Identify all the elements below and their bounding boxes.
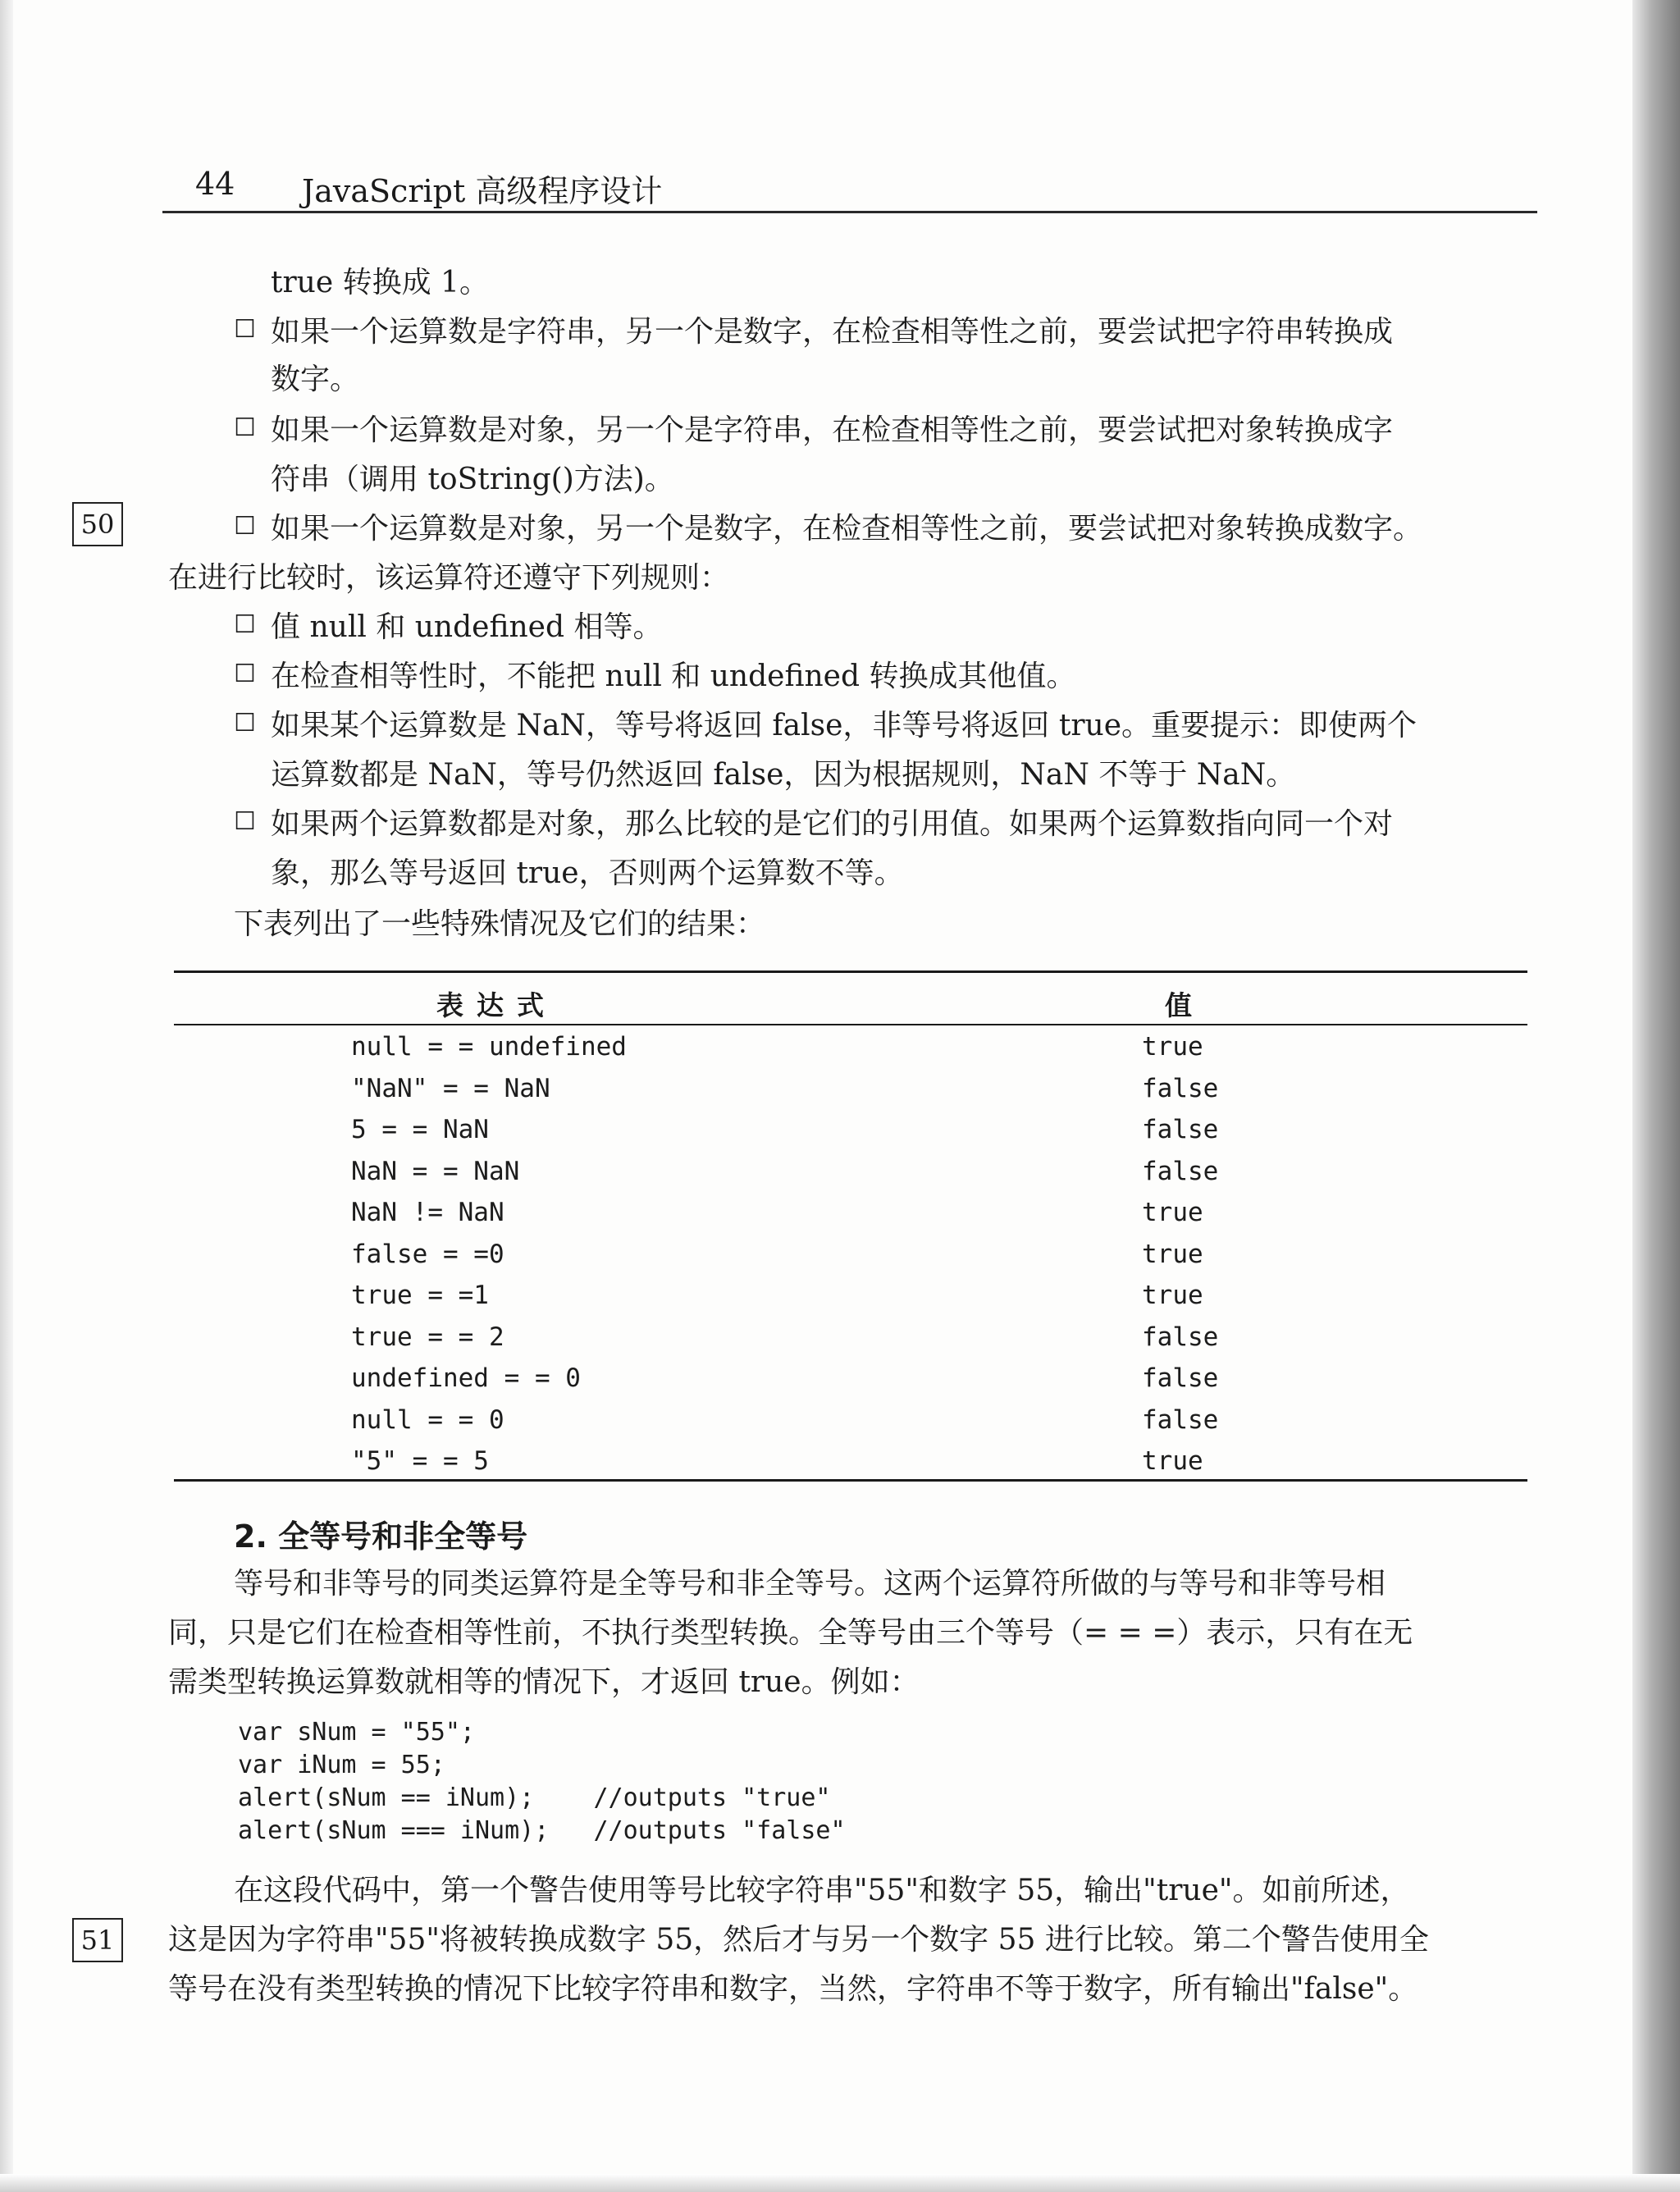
table-cell-expression: NaN = = NaN: [351, 1157, 520, 1186]
table-cell-expression: "NaN" = = NaN: [351, 1074, 550, 1103]
table-cell-value: false: [1142, 1074, 1219, 1103]
margin-marker-51: 51: [72, 1918, 123, 1962]
table-cell-value: true: [1142, 1032, 1203, 1062]
rule-3-line-1: 如果一个运算数是对象，另一个是数字，在检查相等性之前，要尝试把对象转换成数字。: [271, 512, 1423, 546]
table-cell-value: false: [1142, 1322, 1219, 1352]
checkbox-bullet-icon: ☐: [234, 610, 256, 639]
table-cell-value: false: [1142, 1115, 1219, 1144]
checkbox-bullet-icon: ☐: [234, 709, 256, 738]
code-line: alert(sNum === iNum); //outputs "false": [238, 1816, 846, 1845]
table-cell-expression: null = = 0: [351, 1405, 504, 1435]
rule2-1-line-1: 值 null 和 undefined 相等。: [271, 610, 663, 644]
table-header-expression: 表达式: [436, 989, 557, 1021]
section-para1-line-3: 需类型转换运算数就相等的情况下，才返回 true。例如：: [168, 1665, 920, 1699]
intro-line: true 转换成 1。: [271, 266, 489, 299]
table-cell-value: false: [1142, 1363, 1219, 1393]
rule2-4-line-1: 如果两个运算数都是对象，那么比较的是它们的引用值。如果两个运算数指向同一个对: [271, 807, 1394, 841]
code-line: alert(sNum == iNum); //outputs "true": [238, 1783, 831, 1812]
rule2-2-line-1: 在检查相等性时，不能把 null 和 undefined 转换成其他值。: [271, 660, 1076, 693]
section-heading: 2. 全等号和非全等号: [234, 1518, 528, 1555]
page-bottom-edge: [0, 2174, 1680, 2192]
section-para1-line-2: 同，只是它们在检查相等性前，不执行类型转换。全等号由三个等号（= = =）表示，只有在无: [168, 1616, 1413, 1650]
table-top-rule: [174, 970, 1527, 973]
table-cell-expression: true = =1: [351, 1281, 489, 1310]
table-cell-expression: false = =0: [351, 1240, 504, 1269]
section-para2-line-3: 等号在没有类型转换的情况下比较字符串和数字，当然，字符串不等于数字，所有输出"false"。: [168, 1972, 1418, 2006]
checkbox-bullet-icon: ☐: [234, 807, 256, 836]
page-right-edge-shadow: [1632, 0, 1680, 2192]
rule2-3-line-2: 运算数都是 NaN，等号仍然返回 false，因为根据规则，NaN 不等于 NaN。: [271, 758, 1296, 792]
table-header-value: 值: [1165, 989, 1205, 1021]
rule-1-line-1: 如果一个运算数是字符串，另一个是数字，在检查相等性之前，要尝试把字符串转换成: [271, 315, 1394, 349]
table-bottom-rule: [174, 1479, 1527, 1482]
rule-1-line-2: 数字。: [271, 363, 360, 396]
table-cell-value: true: [1142, 1281, 1203, 1310]
checkbox-bullet-icon: ☐: [234, 413, 256, 442]
table-cell-value: false: [1142, 1405, 1219, 1435]
rule2-4-line-2: 象，那么等号返回 true，否则两个运算数不等。: [271, 856, 904, 890]
table-cell-value: true: [1142, 1198, 1203, 1227]
section-para2-line-1: 在这段代码中，第一个警告使用等号比较字符串"55"和数字 55，输出"true"。如前所述，: [234, 1874, 1410, 1907]
rule-2-line-2: 符串（调用 toString()方法)。: [271, 463, 674, 496]
table-cell-value: true: [1142, 1240, 1203, 1269]
checkbox-bullet-icon: ☐: [234, 660, 256, 688]
margin-marker-50: 50: [72, 502, 123, 546]
code-line: var sNum = "55";: [238, 1718, 475, 1747]
table-cell-expression: NaN != NaN: [351, 1198, 504, 1227]
book-title: JavaScript 高级程序设计: [302, 173, 663, 209]
section-para2-line-2: 这是因为字符串"55"将被转换成数字 55，然后才与另一个数字 55 进行比较。第二个警告使用全: [168, 1923, 1429, 1957]
running-header: [162, 164, 1537, 213]
table-cell-expression: true = = 2: [351, 1322, 504, 1352]
table-cell-expression: "5" = = 5: [351, 1446, 489, 1476]
table-cell-expression: null = = undefined: [351, 1032, 627, 1062]
code-line: var iNum = 55;: [238, 1751, 445, 1779]
rules-intro: 在进行比较时，该运算符还遵守下列规则：: [168, 561, 730, 595]
table-header-rule: [174, 1024, 1527, 1025]
table-cell-value: true: [1142, 1446, 1203, 1476]
header-rule: [162, 211, 1537, 213]
table-intro: 下表列出了一些特殊情况及它们的结果：: [234, 907, 766, 941]
page-left-edge: [0, 0, 13, 2192]
checkbox-bullet-icon: ☐: [234, 512, 256, 541]
page-number: 44: [195, 166, 235, 202]
table-cell-expression: 5 = = NaN: [351, 1115, 489, 1144]
checkbox-bullet-icon: ☐: [234, 315, 256, 344]
rule-2-line-1: 如果一个运算数是对象，另一个是字符串，在检查相等性之前，要尝试把对象转换成字: [271, 413, 1394, 447]
rule2-3-line-1: 如果某个运算数是 NaN，等号将返回 false，非等号将返回 true。重要提示：即使两个: [271, 709, 1418, 742]
section-para1-line-1: 等号和非等号的同类运算符是全等号和非全等号。这两个运算符所做的与等号和非等号相: [234, 1567, 1386, 1601]
table-cell-expression: undefined = = 0: [351, 1363, 581, 1393]
table-cell-value: false: [1142, 1157, 1219, 1186]
